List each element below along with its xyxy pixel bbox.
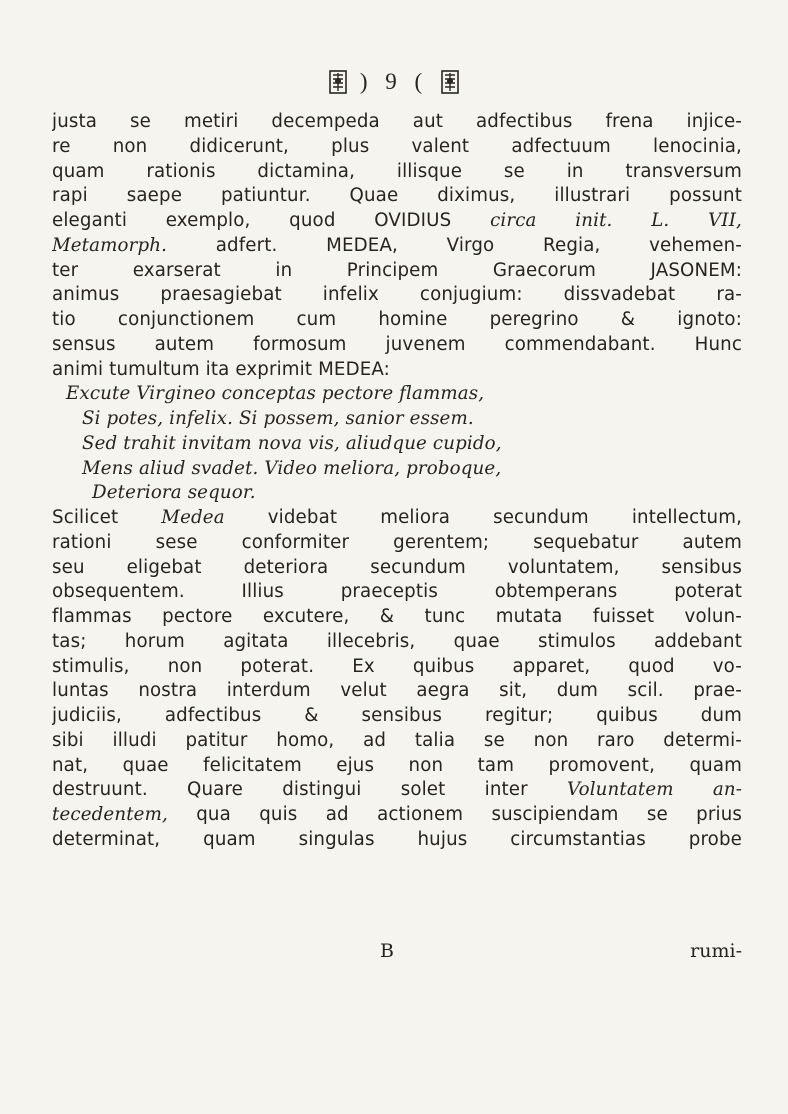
text-line: judiciis, adfectibus & sensibus regitur; quibus dum — [52, 705, 742, 726]
paragraph-1 — [52, 110, 742, 382]
text-line: justa se metiri decempeda aut adfectibus frena injice- — [52, 111, 742, 132]
text-line — [52, 803, 742, 828]
text-line: nat, quae felicitatem ejus non tam promovent, quam — [52, 754, 742, 776]
verse-line: Sed trahit invitam nova vis, aliudque cupido, — [82, 432, 502, 454]
text-line — [52, 209, 742, 234]
text-segment: destruunt. Quare distingui solet inter — [52, 779, 528, 801]
text-segment: qua quis ad actionem suscipiendam se prius — [196, 804, 742, 825]
text-segment: adfert. MEDEA, Virgo Regia, vehemen- — [215, 234, 742, 256]
text-line: stimulis, non poterat. Ex quibus apparet, quod vo- — [52, 655, 742, 677]
text-line: re non didicerunt, plus valent adfectuum lenocinia, — [52, 135, 742, 157]
text-line: animi tumultum ita exprimit MEDEA: — [52, 358, 390, 380]
verse-line: Deteriora sequor. — [92, 482, 256, 504]
italic-citation: Metamorph. — [52, 234, 168, 256]
text-segment: eleganti exemplo, quod OVIDIUS — [52, 210, 452, 231]
text-line — [52, 234, 742, 259]
italic-term: tecedentem, — [52, 804, 168, 825]
verse-line: Excute Virgineo conceptas pectore flammas, — [66, 383, 485, 405]
italic-citation: circa init. L. VII, — [490, 210, 742, 231]
text-line: tio conjunctionem cum homine peregrino & ignoto: — [52, 309, 742, 330]
verse-line: Si potes, infelix. Si possem, sanior essem. — [82, 408, 474, 429]
text-line: animus praesagiebat infelix conjugium: dissvadebat ra- — [52, 284, 742, 306]
left-ornament-icon — [329, 70, 347, 94]
text-line: rationi sese conformiter gerentem; sequebatur autem — [52, 531, 742, 553]
verse-line: Mens aliud svadet. Video meliora, proboque, — [82, 457, 502, 479]
page-footer — [52, 938, 742, 964]
text-line: luntas nostra interdum velut aegra sit, dum scil. prae- — [52, 680, 742, 702]
verse-quotation — [52, 382, 742, 506]
text-line: tas; horum agitata illecebris, quae stimulos addebant — [52, 630, 742, 652]
text-line — [52, 778, 742, 803]
right-ornament-icon — [441, 70, 459, 94]
text-line: sibi illudi patitur homo, ad talia se non raro determi- — [52, 729, 742, 751]
italic-term: Voluntatem an- — [567, 779, 742, 801]
italic-name: Medea — [161, 507, 225, 528]
text-line: quam rationis dictamina, illisque se in transversum — [52, 160, 742, 182]
body-text — [52, 110, 742, 853]
text-segment: Scilicet — [52, 507, 119, 528]
text-line: seu eligebat deteriora secundum voluntatem, sensibus — [52, 556, 742, 578]
text-segment: videbat meliora secundum intellectum, — [267, 507, 742, 528]
text-line: determinat, quam singulas hujus circumstantias probe — [52, 828, 742, 850]
paragraph-2 — [52, 506, 742, 853]
signature-mark: B — [380, 940, 394, 962]
page-header — [0, 66, 788, 97]
text-line: ter exarserat in Principem Graecorum JASONEM: — [52, 259, 742, 281]
text-line: obsequentem. Illius praeceptis obtemperans poterat — [52, 581, 742, 603]
text-line — [52, 506, 742, 531]
text-line: rapi saepe patiuntur. Quae diximus, illustrari possunt — [52, 185, 742, 207]
text-line: sensus autem formosum juvenem commendabant. Hunc — [52, 333, 742, 355]
page-number: ) 9 ( — [359, 69, 429, 94]
catchword: rumi- — [690, 940, 742, 962]
text-line: flammas pectore excutere, & tunc mutata fuisset volun- — [52, 606, 742, 627]
